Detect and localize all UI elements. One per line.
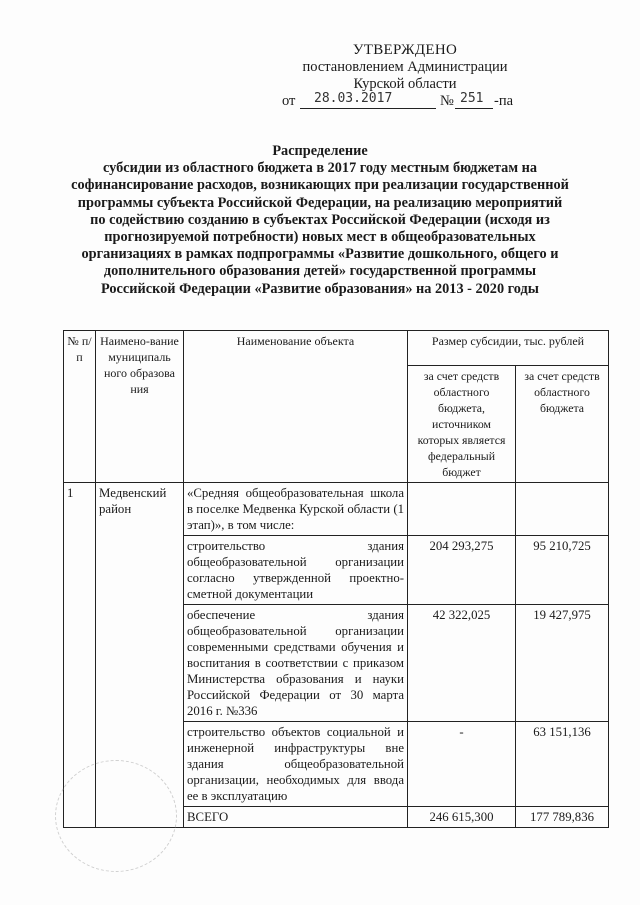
faded-seal-stamp — [55, 760, 177, 872]
header-object: Наименование объекта — [184, 331, 408, 483]
row-municipality: Медвенский район — [96, 483, 184, 828]
approval-block — [260, 42, 550, 111]
item-federal: - — [408, 722, 516, 807]
total-federal: 246 615,300 — [408, 807, 516, 828]
number-label: № — [440, 93, 454, 109]
header-row — [64, 331, 609, 366]
number-suffix: -па — [494, 93, 514, 109]
item-federal: 204 293,275 — [408, 536, 516, 605]
header-regional: за счет средств областного бюджета — [516, 366, 609, 483]
main-object: «Средняя общеобразовательная школа в поселке Медвенка Курской области (1 этап)», в том числе: — [184, 483, 408, 536]
item-federal: 42 322,025 — [408, 605, 516, 722]
approval-date-line — [282, 93, 550, 111]
header-federal: за счет средств областного бюджета, источником которых является федеральный бюджет — [408, 366, 516, 483]
subsidy-table — [63, 330, 609, 828]
approval-heading: УТВЕРЖДЕНО — [352, 42, 458, 58]
header-subsidy: Размер субсидии, тыс. рублей — [408, 331, 609, 366]
number-underline — [455, 108, 493, 109]
approval-line1: постановлением Администрации — [302, 59, 508, 75]
header-municipality: Наимено-вание муниципаль ного образова ния — [96, 331, 184, 483]
row-num: 1 — [64, 483, 96, 828]
approval-date: 28.03.2017 — [314, 91, 393, 106]
main-object-federal — [408, 483, 516, 536]
approval-line2: Курской области — [353, 76, 457, 92]
document-title — [70, 143, 570, 298]
total-label: ВСЕГО — [184, 807, 408, 828]
date-underline — [300, 108, 436, 109]
item-regional: 95 210,725 — [516, 536, 609, 605]
title-line1: Распределение — [272, 143, 368, 159]
title-body: субсидии из областного бюджета в 2017 году местным бюджетам на софинансирование расходов, возникающих при реализации государственной программы субъекта Российской Федерации, на реализацию мероприятий по содействию созданию в субъектах Российской Федерации (исходя из прогнозируемой потребности) новых мест в общеобразовательных организациях в рамках подпрограммы «Развитие дошкольного, общего и дополнительного образования детей» государственной программы Российской Федерации «Развитие образования» на 2013 - 2020 годы — [71, 160, 569, 297]
item-name: строительство здания общеобразовательной организации согласно утвержденной проектно-сметной документации — [184, 536, 408, 605]
item-regional: 19 427,975 — [516, 605, 609, 722]
item-regional: 63 151,136 — [516, 722, 609, 807]
table-row — [64, 483, 609, 536]
header-num: № п/п — [64, 331, 96, 483]
from-label: от — [282, 93, 296, 109]
main-object-regional — [516, 483, 609, 536]
total-regional: 177 789,836 — [516, 807, 609, 828]
item-name: обеспечение здания общеобразовательной организации современными средствами обучения и воспитания в соответствии с приказом Министерства образования и науки Российской Федерации от 30 марта 2016 г. №336 — [184, 605, 408, 722]
approval-number: 251 — [460, 91, 484, 106]
item-name: строительство объектов социальной и инженерной инфраструктуры вне здания общеобразовательной организации, необходимых для ввода ее в эксплуатацию — [184, 722, 408, 807]
